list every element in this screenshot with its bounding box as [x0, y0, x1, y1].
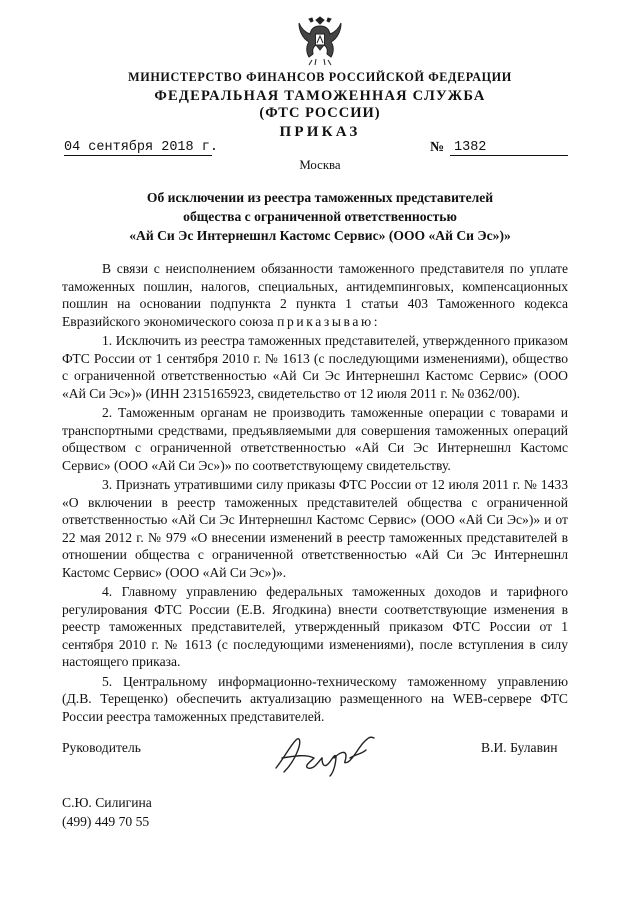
- paragraph-1: 1. Исключить из реестра таможенных представителей, утвержденного приказом ФТС России от 1 сентября 2010 г. № 1613 (с последующими изменениями), общество с ограниченной ответственностью «Ай Си Эс Интернешнл Кастомс Сервис» (ООО «Ай Си Эс»)» (ИНН 2315165923, свидетельство от 12 июля 2011 г. № 0362/00).: [62, 333, 568, 401]
- executor-name: С.Ю. Силигина: [62, 795, 152, 810]
- signatory-role: Руководитель: [62, 740, 141, 755]
- number-sign: №: [430, 140, 445, 155]
- intro-text: В связи с неисполнением обязанности таможенного представителя по уплате таможенных пошлин, налогов, специальных, антидемпинговых, компенсационных пошлин на основании подпункта 2 пункта 1 статьи 403 Таможенного кодекса Евразийского экономического союза: [62, 261, 568, 329]
- coat-of-arms-icon: [297, 16, 343, 66]
- document-type: ПРИКАЗ: [279, 124, 361, 140]
- order-number: 1382: [454, 140, 487, 155]
- signatory-name: В.И. Булавин: [481, 740, 558, 755]
- order-title-line-2: общества с ограниченной ответственностью: [183, 209, 457, 224]
- service-abbreviation: (ФТС РОССИИ): [259, 105, 381, 121]
- paragraph-4: 4. Главному управлению федеральных таможенных доходов и тарифного регулирования ФТС России (Е.В. Ягодкина) внести соответствующие изменения в реестр таможенных представителей, утвержденный приказом ФТС России от 1 сентября 2010 г. № 1613 (с последующими изменениями), после вступления в силу настоящего приказа.: [62, 584, 568, 669]
- handwritten-signature: [270, 728, 382, 780]
- executor-phone: (499) 449 70 55: [62, 814, 150, 829]
- order-phrase: приказываю:: [277, 313, 381, 329]
- order-body: [62, 260, 568, 727]
- paragraph-2: 2. Таможенным органам не производить таможенные операции с товарами и транспортными средствами, предъявляемыми для совершения таможенных операций обществом с ограниченной ответственностью «Ай Си Эс Интернешнл Кастомс Сервис» (ООО «Ай Си Эс»)» по соответствующему свидетельству.: [62, 405, 568, 473]
- intro-paragraph: [62, 260, 568, 330]
- number-underline: [450, 155, 568, 156]
- order-title-line-3: «Ай Си Эс Интернешнл Кастомс Сервис» (ООО «Ай Си Эс»)»: [129, 228, 511, 243]
- service-name: ФЕДЕРАЛЬНАЯ ТАМОЖЕННАЯ СЛУЖБА: [154, 88, 486, 104]
- paragraph-5: 5. Центральному информационно-техническому таможенному управлению (Д.В. Терещенко) обеспечить актуализацию размещенного на WEB-сервере ФТС России реестра таможенных представителей.: [62, 673, 568, 724]
- city: Москва: [299, 158, 341, 172]
- paragraph-3: 3. Признать утратившими силу приказы ФТС России от 12 июля 2011 г. № 1433 «О включении в реестр таможенных представителей общества с ограниченной ответственностью «Ай Си Эс Интернешнл Кастомс Сервис» (ООО «Ай Си Эс»)» и от 22 мая 2012 г. № 979 «О внесении изменений в реестр таможенных представителей в отношении общества с ограниченной ответственностью «Ай Си Эс Интернешнл Кастомс Сервис» (ООО «Ай Си Эс»)».: [62, 477, 568, 580]
- ministry-name: МИНИСТЕРСТВО ФИНАНСОВ РОССИЙСКОЙ ФЕДЕРАЦИИ: [128, 70, 512, 84]
- order-title-line-1: Об исключении из реестра таможенных представителей: [146, 190, 494, 205]
- order-date: 04 сентября 2018 г.: [64, 140, 218, 155]
- date-underline: [64, 155, 212, 156]
